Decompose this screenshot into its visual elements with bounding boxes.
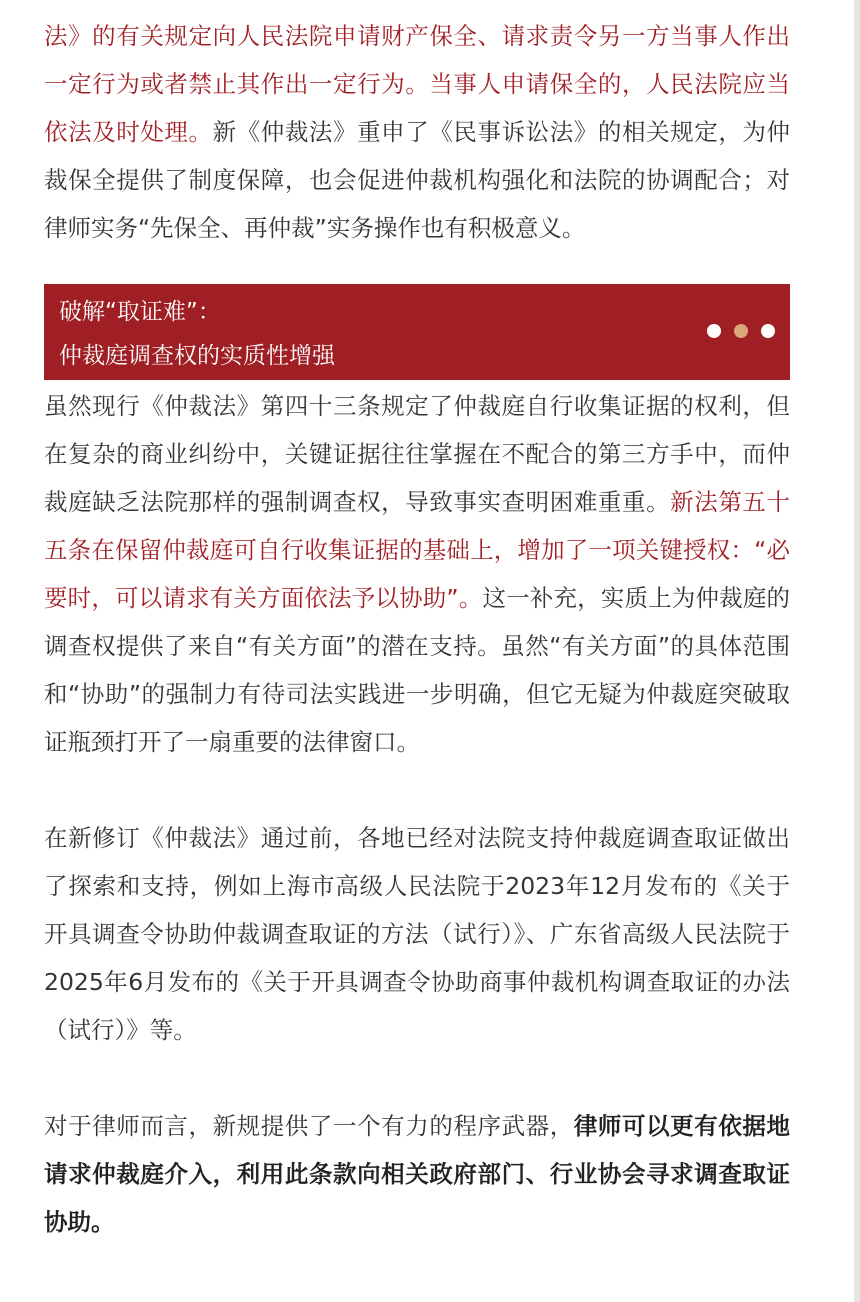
body-text: 对于律师而言，新规提供了一个有力的程序武器， xyxy=(44,1112,574,1140)
paragraph-gap xyxy=(44,1054,790,1102)
body-text: 在新修订《仲裁法》通过前，各地已经对法院支持仲裁庭调查取证做出了探索和支持，例如上海市高级人民法院于2023年12月发布的《关于开具调查令协助仲裁调查取证的方法（试行）》、广东省高级人民法院于2025年6月发布的《关于开具调查令协助商事仲裁机构调查取证的办法（试行）》等。 xyxy=(44,824,790,1044)
scrollbar[interactable] xyxy=(854,0,860,1302)
paragraph-court-support xyxy=(44,814,790,1054)
body-text: 新《仲裁法》重申了《民事诉讼法》的相关规定，为仲裁保全提供了制度保障，也会促进仲裁机构强化和法院的协调配合；对律师实务“先保全、再仲裁”实务操作也有积极意义。 xyxy=(44,118,791,242)
paragraph-lawyers xyxy=(44,1102,790,1246)
section-title-line1: 破解“取证难”： xyxy=(59,299,221,325)
paragraph-preservation xyxy=(44,12,790,252)
section-banner xyxy=(44,284,790,380)
body-text: 这一补充，实质上为仲裁庭的调查权提供了来自“有关方面”的潜在支持。虽然“有关方面”的具体范围和“协助”的强制力有待司法实践进一步明确，但它无疑为仲裁庭突破取证瓶颈打开了一扇重要的法律窗口。 xyxy=(44,584,790,756)
paragraph-evidence xyxy=(44,382,790,766)
section-title-line2: 仲裁庭调查权的实质性增强 xyxy=(59,343,335,369)
dot-icon xyxy=(761,324,775,338)
bold-text: 律师可以更有依据地请求仲裁庭介入，利用此条款向相关政府部门、行业协会寻求调查取证协助。 xyxy=(44,1112,791,1236)
dot-icon xyxy=(707,324,721,338)
decorative-dots xyxy=(707,324,775,338)
dot-icon xyxy=(734,324,748,338)
article-body xyxy=(44,12,790,1246)
body-text: 虽然现行《仲裁法》第四十三条规定了仲裁庭自行收集证据的权利，但在复杂的商业纠纷中，关键证据往往掌握在不配合的第三方手中，而仲裁庭缺乏法院那样的强制调查权，导致事实查明困难重重。 xyxy=(44,392,790,516)
highlight-text: 法》的有关规定向人民法院申请财产保全、请求责令另一方当事人作出一定行为或者禁止其作出一定行为。当事人申请保全的，人民法院应当依法及时处理。 xyxy=(44,22,790,146)
highlight-text: 新法第五十五条在保留仲裁庭可自行收集证据的基础上，增加了一项关键授权：“必要时，可以请求有关方面依法予以协助”。 xyxy=(44,488,791,612)
paragraph-gap xyxy=(44,766,790,814)
